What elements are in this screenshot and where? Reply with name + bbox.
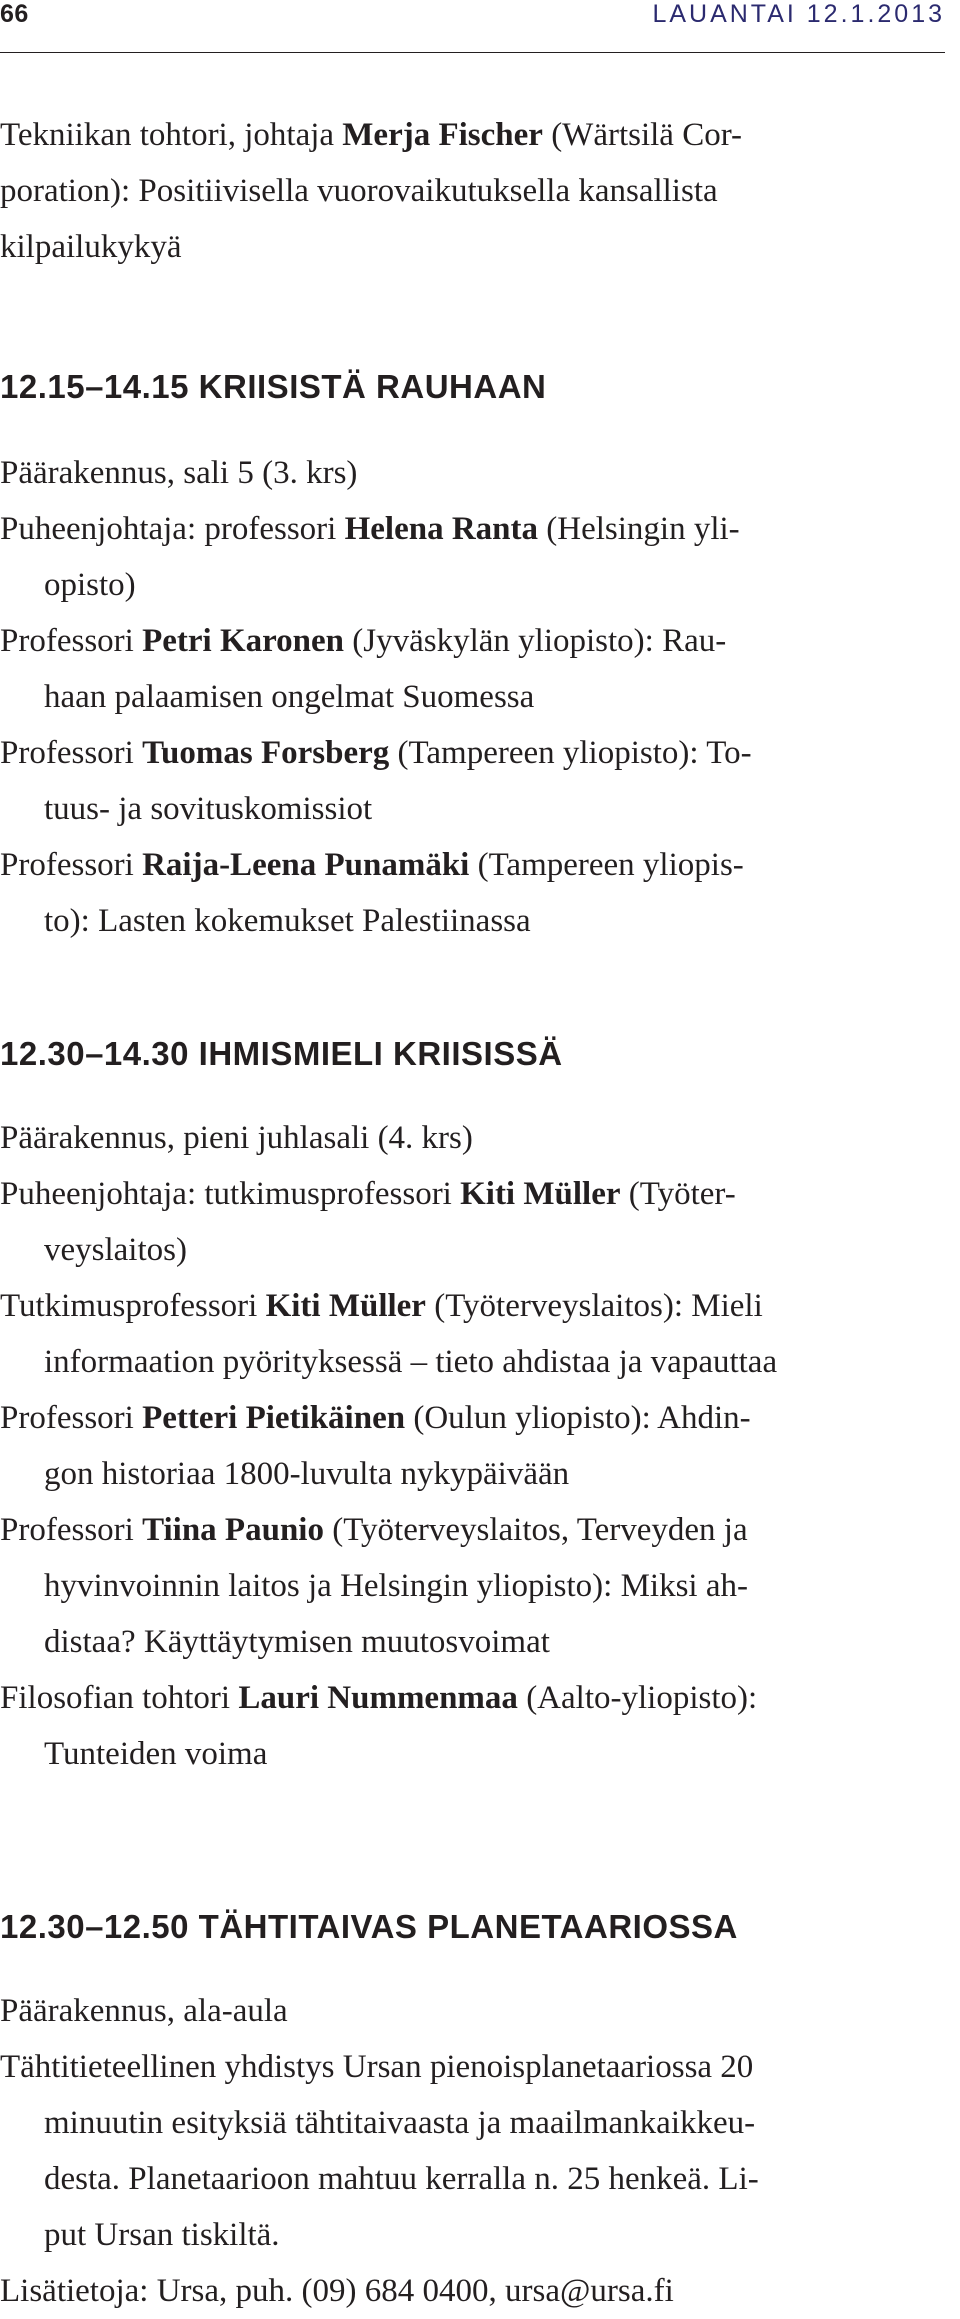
text-line: informaation pyörityksessä – tieto ahdistaa ja vapauttaa <box>44 1344 778 1380</box>
text-line <box>0 1390 945 1446</box>
running-head-date: LAUANTAI 12.1.2013 <box>652 0 945 28</box>
text-fragment: Professori <box>0 623 143 659</box>
text-fragment: Puheenjohtaja: tutkimusprofessori <box>0 1176 461 1212</box>
session-heading: 12.15–14.15 KRIISISTÄ RAUHAAN <box>0 368 547 405</box>
text-fragment: Professori <box>0 847 143 883</box>
text-line: put Ursan tiskiltä. <box>44 2217 280 2253</box>
session-block <box>0 445 945 949</box>
text-line: minuutin esityksiä tähtitaivaasta ja maailmankaikkeu- <box>44 2105 756 2141</box>
text-line: opisto) <box>44 567 136 603</box>
text-fragment: (Helsingin yli- <box>538 511 740 547</box>
text-line <box>0 501 945 557</box>
text-fragment: (Aalto-yliopisto): <box>517 1680 758 1716</box>
session-heading: 12.30–14.30 IHMISMIELI KRIISISSÄ <box>0 1035 563 1072</box>
text-line: hyvinvoinnin laitos ja Helsingin yliopisto): Miksi ah- <box>44 1568 748 1604</box>
speaker-name: Tuomas Forsberg <box>142 735 390 771</box>
text-fragment: (Tampereen yliopisto): To- <box>389 735 752 771</box>
text-fragment: (Työterveyslaitos): Mieli <box>425 1288 763 1324</box>
text-line <box>0 1502 945 1558</box>
text-fragment: Professori <box>0 1512 143 1548</box>
page-header <box>0 0 945 53</box>
text-line: gon historiaa 1800-luvulta nykypäivään <box>44 1456 570 1492</box>
intro-talk <box>0 107 945 275</box>
session-block <box>0 1983 945 2319</box>
session-block <box>0 1110 945 1782</box>
text-line <box>0 613 945 669</box>
speaker-name: Tiina Paunio <box>142 1512 324 1548</box>
text-fragment: Tutkimusprofessori <box>0 1288 266 1324</box>
speaker-name: Kiti Müller <box>265 1288 426 1324</box>
text-fragment: Puheenjohtaja: professori <box>0 511 345 547</box>
speaker-name: Lauri Nummenmaa <box>238 1680 518 1716</box>
session-venue: Päärakennus, sali 5 (3. krs) <box>0 455 358 491</box>
text-fragment: (Jyväskylän yliopisto): Rau- <box>344 623 727 659</box>
text-line <box>0 837 945 893</box>
text-fragment: Professori <box>0 735 143 771</box>
speaker-name: Petri Karonen <box>142 623 345 659</box>
text-line <box>0 1278 945 1334</box>
text-line <box>0 1166 945 1222</box>
text-line: distaa? Käyttäytymisen muutosvoimat <box>44 1624 550 1660</box>
speaker-name: Kiti Müller <box>460 1176 621 1212</box>
text-line <box>0 725 945 781</box>
text-line: tuus- ja sovituskomissiot <box>44 791 373 827</box>
text-fragment: Filosofian tohtori <box>0 1680 239 1716</box>
text-fragment: (Työter- <box>620 1176 736 1212</box>
text-line: Tunteiden voima <box>44 1736 268 1772</box>
session-heading: 12.30–12.50 TÄHTITAIVAS PLANETAARIOSSA <box>0 1908 738 1945</box>
text-line: Tähtitieteellinen yhdistys Ursan pienoisplanetaariossa 20 <box>0 2049 754 2085</box>
speaker-name: Raija-Leena Punamäki <box>142 847 470 883</box>
text-line: poration): Positiivisella vuorovaikutuksella kansallista <box>0 173 718 209</box>
speaker-name: Helena Ranta <box>344 511 539 547</box>
speaker-name: Merja Fischer <box>342 117 543 153</box>
page-number: 66 <box>0 0 29 28</box>
session-venue: Päärakennus, pieni juhlasali (4. krs) <box>0 1120 473 1156</box>
text-fragment: (Tampereen yliopis- <box>469 847 744 883</box>
text-fragment: Tekniikan tohtori, johtaja <box>0 117 343 153</box>
text-line: desta. Planetaarioon mahtuu kerralla n. 25 henkeä. Li- <box>44 2161 759 2197</box>
text-fragment: (Oulun yliopisto): Ahdin- <box>405 1400 751 1436</box>
text-line <box>0 1670 945 1726</box>
text-fragment: Professori <box>0 1400 143 1436</box>
text-fragment: (Wärtsilä Cor- <box>542 117 743 153</box>
text-line: to): Lasten kokemukset Palestiinassa <box>44 903 531 939</box>
text-line <box>0 107 945 163</box>
text-line: veyslaitos) <box>44 1232 187 1268</box>
speaker-name: Petteri Pietikäinen <box>142 1400 406 1436</box>
text-line: haan palaamisen ongelmat Suomessa <box>44 679 535 715</box>
text-fragment: (Työterveyslaitos, Terveyden ja <box>323 1512 748 1548</box>
session-venue: Päärakennus, ala-aula <box>0 1993 288 2029</box>
text-line: kilpailukykyä <box>0 229 182 265</box>
contact-info: Lisätietoja: Ursa, puh. (09) 684 0400, ursa@ursa.fi <box>0 2273 674 2309</box>
